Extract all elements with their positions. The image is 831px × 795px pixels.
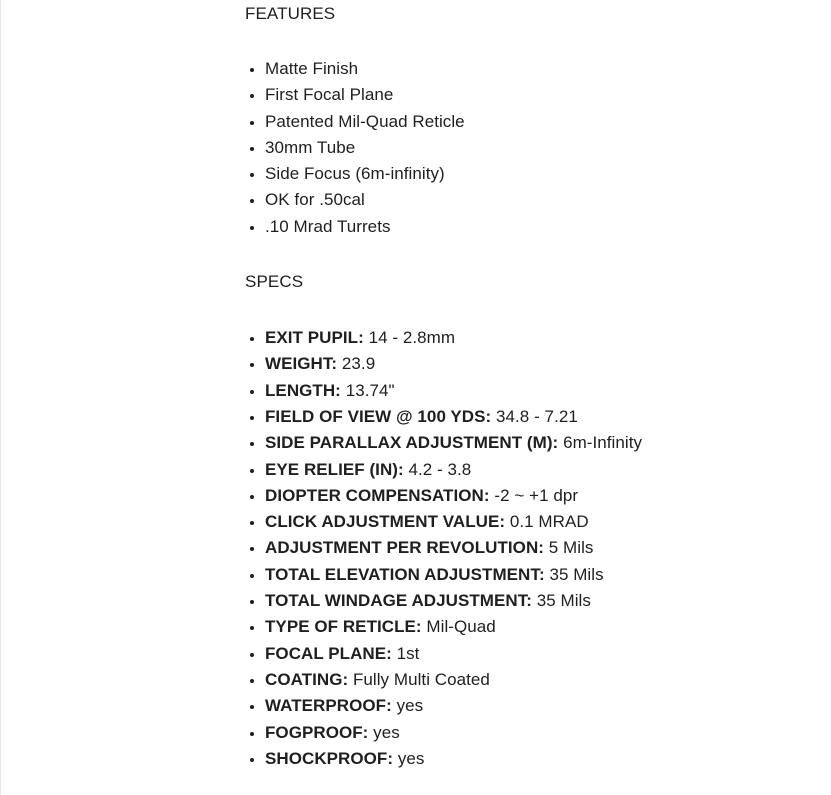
spec-item-exit-pupil (265, 325, 805, 351)
feature-item: • First Focal Plane (265, 82, 805, 108)
spec-value: yes (373, 722, 400, 742)
spec-item-field-of-view (265, 404, 805, 430)
spec-item-shockproof (265, 746, 805, 772)
features-heading: FEATURES (245, 4, 336, 23)
spec-label: FOCAL PLANE: (265, 643, 392, 663)
spec-label: FOGPROOF: (265, 722, 369, 742)
spec-value: 35 Mils (549, 564, 604, 584)
spec-value: 35 Mils (536, 591, 591, 611)
spec-value: 6m-Infinity (563, 433, 643, 453)
spec-item-diopter (265, 483, 805, 509)
spec-value: 0.1 MRAD (509, 512, 589, 532)
spec-item-fogproof (265, 720, 805, 746)
spec-value: yes (396, 696, 424, 716)
product-description (245, 4, 805, 772)
spec-item-weight (265, 351, 805, 377)
specs-list (245, 325, 805, 772)
spec-label: CLICK ADJUSTMENT VALUE: (265, 512, 506, 532)
features-list (245, 56, 805, 240)
spec-value: 14 - 2.8mm (368, 328, 456, 348)
spec-value: 1st (396, 643, 420, 663)
spec-value: Fully Multi Coated (352, 669, 490, 689)
spec-item-adjustment-per-revolution (265, 535, 805, 561)
spec-label: DIOPTER COMPENSATION: (265, 485, 490, 505)
spec-label: SIDE PARALLAX ADJUSTMENT (M): (265, 433, 559, 453)
specs-heading: SPECS (245, 272, 304, 292)
spec-item-side-parallax (265, 430, 805, 456)
page-border (0, 0, 1, 795)
spec-label: FIELD OF VIEW @ 100 YDS: (265, 406, 492, 426)
spec-item-windage-adjustment (265, 588, 805, 614)
spec-label: COATING: (265, 669, 349, 689)
spec-value: 23.9 (341, 354, 376, 374)
spec-label: WATERPROOF: (265, 696, 392, 716)
spec-value: -2 ~ +1 dpr (494, 485, 579, 505)
spec-label: TYPE OF RETICLE: (265, 617, 422, 637)
feature-item: • OK for .50cal (265, 187, 805, 213)
spec-item-waterproof (265, 693, 805, 719)
spec-value: 13.74" (345, 380, 395, 400)
spec-value: 4.2 - 3.8 (408, 459, 472, 479)
spec-label: SHOCKPROOF: (265, 748, 394, 768)
spec-label: LENGTH: (265, 380, 341, 400)
spec-item-focal-plane (265, 641, 805, 667)
spec-label: TOTAL WINDAGE ADJUSTMENT: (265, 591, 532, 611)
feature-item: • Matte Finish (265, 56, 805, 82)
spec-item-reticle-type (265, 614, 805, 640)
spec-label: EXIT PUPIL: (265, 328, 364, 348)
spec-item-coating (265, 667, 805, 693)
spec-item-click-adjustment (265, 509, 805, 535)
spec-label: TOTAL ELEVATION ADJUSTMENT: (265, 564, 545, 584)
spec-label: WEIGHT: (265, 354, 338, 374)
spec-item-eye-relief (265, 457, 805, 483)
spec-value: yes (397, 748, 425, 768)
spec-item-length (265, 378, 805, 404)
feature-item: • Side Focus (6m-infinity) (265, 161, 805, 187)
spec-label: ADJUSTMENT PER REVOLUTION: (265, 538, 544, 558)
spec-value: 5 Mils (548, 538, 594, 558)
feature-item: • 30mm Tube (265, 135, 805, 161)
spec-label: EYE RELIEF (IN): (265, 459, 404, 479)
feature-item: • Patented Mil-Quad Reticle (265, 109, 805, 135)
feature-item: • .10 Mrad Turrets (265, 214, 805, 240)
spec-value: Mil-Quad (426, 617, 496, 637)
spec-item-elevation-adjustment (265, 562, 805, 588)
spec-value: 34.8 - 7.21 (496, 406, 578, 426)
